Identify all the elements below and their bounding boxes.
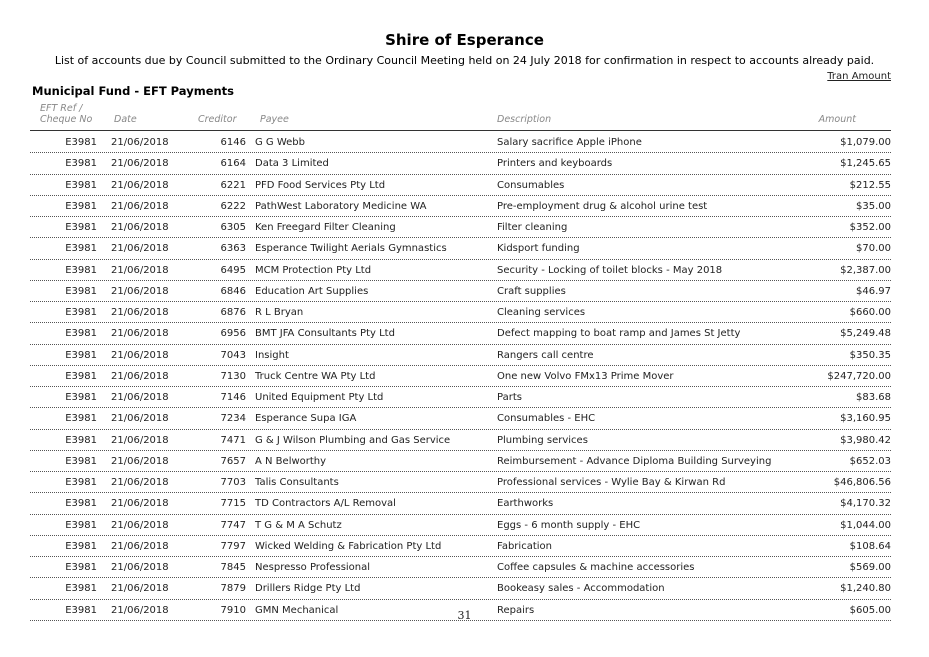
row-ref: E3981 <box>65 222 97 233</box>
row-payee: Data 3 Limited <box>255 158 329 170</box>
row-ref: E3981 <box>65 285 97 297</box>
row-creditor: 7146 <box>220 392 246 403</box>
row-creditor: 6164 <box>220 158 246 170</box>
row-description: Cleaning services <box>497 307 586 318</box>
table-row <box>30 323 891 344</box>
row-payee: Esperance Twilight Aerials Gymnastics <box>255 243 447 255</box>
table-row <box>30 493 891 514</box>
row-date: 21/06/2018 <box>111 307 169 318</box>
row-description: Plumbing services <box>497 434 588 446</box>
table-row <box>30 430 891 451</box>
row-amount: $35.00 <box>856 200 891 212</box>
row-date: 21/06/2018 <box>111 604 169 616</box>
row-description: Earthworks <box>497 498 554 510</box>
row-amount: $352.00 <box>849 222 891 233</box>
row-amount: $1,240.80 <box>840 583 891 595</box>
row-description: Reimbursement - Advance Diploma Building Surveying <box>497 455 772 467</box>
row-amount: $3,980.42 <box>840 434 891 446</box>
column-header-ref <box>40 103 92 125</box>
row-amount: $605.00 <box>849 604 891 616</box>
row-amount: $569.00 <box>849 562 891 573</box>
row-ref: E3981 <box>65 370 97 382</box>
row-amount: $1,079.00 <box>840 137 891 148</box>
row-payee: PFD Food Services Pty Ltd <box>255 179 386 191</box>
row-creditor: 6222 <box>220 200 246 212</box>
row-creditor: 7797 <box>220 540 246 552</box>
row-payee: GMN Mechanical <box>255 604 339 616</box>
row-description: Filter cleaning <box>497 222 568 233</box>
row-amount: $212.55 <box>849 179 891 191</box>
row-description: Printers and keyboards <box>497 158 613 170</box>
row-payee: T G & M A Schutz <box>255 519 342 531</box>
row-creditor: 7910 <box>220 604 246 616</box>
table-row <box>30 557 891 578</box>
page-subtitle: List of accounts due by Council submitted to the Ordinary Council Meeting held on 24 July 2018 for confirmation in respect to accounts already paid. <box>54 54 875 67</box>
row-creditor: 7130 <box>220 370 246 382</box>
row-description: Fabrication <box>497 540 552 552</box>
row-date: 21/06/2018 <box>111 498 169 510</box>
row-date: 21/06/2018 <box>111 583 169 595</box>
row-date: 21/06/2018 <box>111 158 169 170</box>
row-ref: E3981 <box>65 328 97 340</box>
row-description: Consumables - EHC <box>497 413 596 425</box>
row-ref: E3981 <box>65 434 97 446</box>
table-row <box>30 175 891 196</box>
row-creditor: 7703 <box>220 477 246 488</box>
row-creditor: 7715 <box>220 498 246 510</box>
row-ref: E3981 <box>65 540 97 552</box>
row-amount: $652.03 <box>849 455 891 467</box>
row-ref: E3981 <box>65 519 97 531</box>
row-date: 21/06/2018 <box>111 200 169 212</box>
tran-amount-label: Tran Amount <box>827 71 891 82</box>
table-row <box>30 238 891 259</box>
row-ref: E3981 <box>65 200 97 212</box>
row-amount: $3,160.95 <box>840 413 891 425</box>
column-header-amount: Amount <box>818 114 856 125</box>
row-amount: $70.00 <box>856 243 891 255</box>
row-description: Parts <box>497 392 522 403</box>
row-date: 21/06/2018 <box>111 264 169 276</box>
column-header-ref-line1: EFT Ref / <box>40 103 83 114</box>
row-creditor: 7879 <box>220 583 246 595</box>
row-creditor: 7043 <box>220 349 246 361</box>
row-creditor: 6846 <box>220 285 246 297</box>
row-date: 21/06/2018 <box>111 328 169 340</box>
row-creditor: 6876 <box>220 307 246 318</box>
row-description: One new Volvo FMx13 Prime Mover <box>497 370 674 382</box>
column-header-date: Date <box>114 114 137 125</box>
row-creditor: 6146 <box>220 137 246 148</box>
table-row <box>30 578 891 599</box>
row-amount: $1,245.65 <box>840 158 891 170</box>
table-row <box>30 281 891 302</box>
row-ref: E3981 <box>65 179 97 191</box>
table-row <box>30 153 891 174</box>
table-row <box>30 217 891 238</box>
row-amount: $46.97 <box>856 285 891 297</box>
row-payee: Truck Centre WA Pty Ltd <box>255 370 376 382</box>
row-creditor: 6956 <box>220 328 246 340</box>
row-ref: E3981 <box>65 604 97 616</box>
row-date: 21/06/2018 <box>111 392 169 403</box>
row-payee: MCM Protection Pty Ltd <box>255 264 372 276</box>
row-ref: E3981 <box>65 349 97 361</box>
page-title: Shire of Esperance <box>385 31 544 49</box>
page-number: 31 <box>457 609 472 622</box>
table-row <box>30 132 891 153</box>
row-amount: $1,044.00 <box>840 519 891 531</box>
row-payee: Nespresso Professional <box>255 562 371 573</box>
row-creditor: 6305 <box>220 222 246 233</box>
row-amount: $2,387.00 <box>840 264 891 276</box>
row-description: Salary sacrifice Apple iPhone <box>497 137 642 148</box>
row-payee: BMT JFA Consultants Pty Ltd <box>255 328 395 340</box>
table-row <box>30 260 891 281</box>
row-payee: Talis Consultants <box>255 477 339 488</box>
row-ref: E3981 <box>65 392 97 403</box>
row-description: Coffee capsules & machine accessories <box>497 562 695 573</box>
row-date: 21/06/2018 <box>111 413 169 425</box>
column-header-payee: Payee <box>260 114 289 125</box>
row-payee: United Equipment Pty Ltd <box>255 392 384 403</box>
column-header-creditor: Creditor <box>198 114 237 125</box>
column-header-ref-line2: Cheque No <box>40 114 93 125</box>
row-date: 21/06/2018 <box>111 137 169 148</box>
row-amount: $108.64 <box>849 540 891 552</box>
row-payee: G & J Wilson Plumbing and Gas Service <box>255 434 451 446</box>
row-ref: E3981 <box>65 243 97 255</box>
row-amount: $83.68 <box>856 392 891 403</box>
row-date: 21/06/2018 <box>111 179 169 191</box>
row-description: Bookeasy sales - Accommodation <box>497 583 665 595</box>
row-description: Professional services - Wylie Bay & Kirwan Rd <box>497 477 726 488</box>
row-description: Rangers call centre <box>497 349 594 361</box>
row-date: 21/06/2018 <box>111 285 169 297</box>
row-description: Repairs <box>497 604 535 616</box>
row-description: Eggs - 6 month supply - EHC <box>497 519 641 531</box>
row-date: 21/06/2018 <box>111 434 169 446</box>
table-row <box>30 536 891 557</box>
table-row <box>30 387 891 408</box>
table-row <box>30 451 891 472</box>
row-date: 21/06/2018 <box>111 455 169 467</box>
row-payee: Esperance Supa IGA <box>255 413 357 425</box>
row-ref: E3981 <box>65 264 97 276</box>
column-header-description: Description <box>497 114 552 125</box>
row-date: 21/06/2018 <box>111 540 169 552</box>
row-amount: $5,249.48 <box>840 328 891 340</box>
row-payee: TD Contractors A/L Removal <box>255 498 396 510</box>
row-description: Craft supplies <box>497 285 566 297</box>
row-creditor: 7657 <box>220 455 246 467</box>
row-ref: E3981 <box>65 413 97 425</box>
row-ref: E3981 <box>65 477 97 488</box>
row-payee: R L Bryan <box>255 307 304 318</box>
row-amount: $350.35 <box>849 349 891 361</box>
table-row <box>30 408 891 429</box>
row-payee: A N Belworthy <box>255 455 327 467</box>
row-ref: E3981 <box>65 158 97 170</box>
row-creditor: 7234 <box>220 413 246 425</box>
table-row <box>30 472 891 493</box>
row-creditor: 7845 <box>220 562 246 573</box>
row-amount: $4,170.32 <box>840 498 891 510</box>
row-description: Security - Locking of toilet blocks - May 2018 <box>497 264 723 276</box>
row-creditor: 6495 <box>220 264 246 276</box>
table-row <box>30 302 891 323</box>
row-amount: $660.00 <box>849 307 891 318</box>
row-payee: Insight <box>255 349 289 361</box>
row-date: 21/06/2018 <box>111 243 169 255</box>
row-description: Kidsport funding <box>497 243 580 255</box>
row-payee: G G Webb <box>255 137 306 148</box>
row-date: 21/06/2018 <box>111 562 169 573</box>
row-payee: Ken Freegard Filter Cleaning <box>255 222 396 233</box>
row-date: 21/06/2018 <box>111 370 169 382</box>
row-creditor: 6363 <box>220 243 246 255</box>
table-row <box>30 366 891 387</box>
table-row <box>30 196 891 217</box>
row-description: Consumables <box>497 179 565 191</box>
payments-table <box>30 132 891 621</box>
row-payee: Education Art Supplies <box>255 285 369 297</box>
header-divider <box>30 130 891 131</box>
row-amount: $46,806.56 <box>833 477 891 488</box>
row-ref: E3981 <box>65 498 97 510</box>
row-ref: E3981 <box>65 307 97 318</box>
row-ref: E3981 <box>65 455 97 467</box>
row-payee: Wicked Welding & Fabrication Pty Ltd <box>255 540 442 552</box>
row-date: 21/06/2018 <box>111 222 169 233</box>
fund-section-title: Municipal Fund - EFT Payments <box>32 84 235 98</box>
row-payee: PathWest Laboratory Medicine WA <box>255 200 427 212</box>
row-amount: $247,720.00 <box>827 370 891 382</box>
row-ref: E3981 <box>65 137 97 148</box>
row-ref: E3981 <box>65 562 97 573</box>
row-date: 21/06/2018 <box>111 349 169 361</box>
row-creditor: 7471 <box>220 434 246 446</box>
table-row <box>30 345 891 366</box>
row-ref: E3981 <box>65 583 97 595</box>
row-creditor: 6221 <box>220 179 246 191</box>
row-payee: Drillers Ridge Pty Ltd <box>255 583 361 595</box>
row-creditor: 7747 <box>220 519 246 531</box>
row-date: 21/06/2018 <box>111 519 169 531</box>
row-description: Defect mapping to boat ramp and James St Jetty <box>497 328 741 340</box>
row-description: Pre-employment drug & alcohol urine test <box>497 200 708 212</box>
row-date: 21/06/2018 <box>111 477 169 488</box>
table-row <box>30 515 891 536</box>
